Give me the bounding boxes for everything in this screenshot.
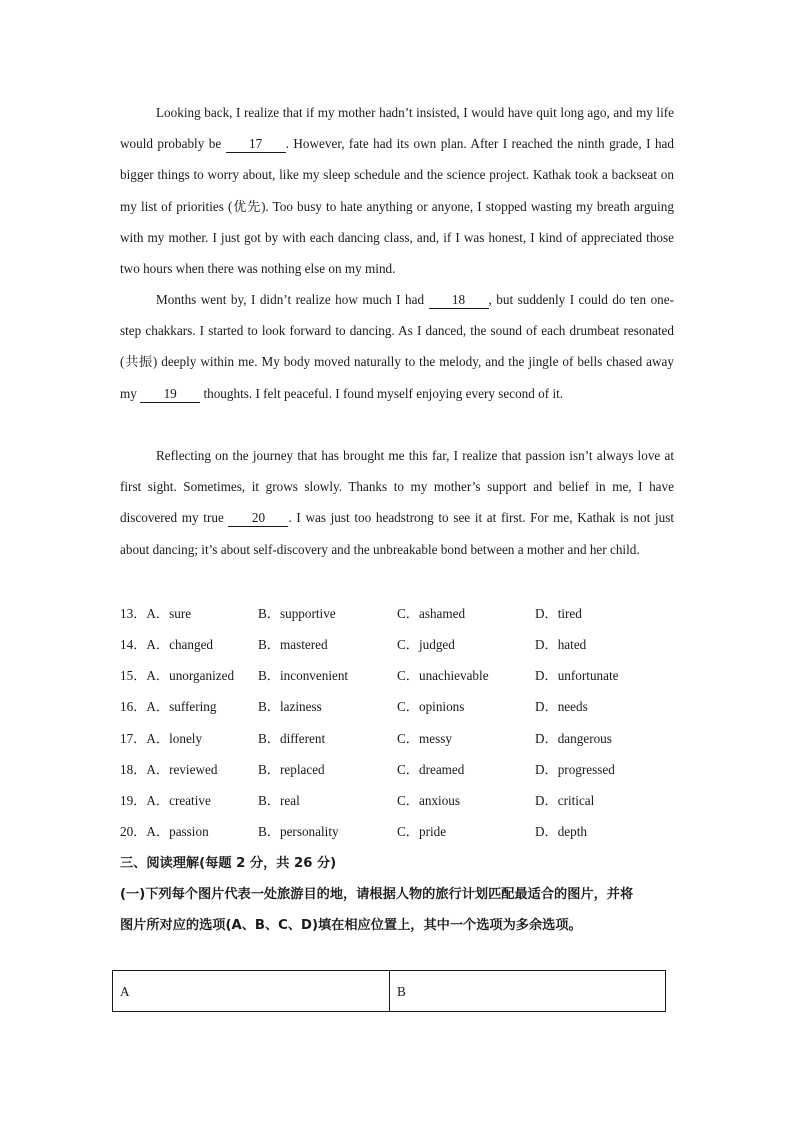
question-number: 16．A．	[120, 699, 170, 714]
option-d: D．depth	[535, 824, 588, 839]
question-number: 13．A．	[120, 606, 170, 621]
paragraph-2-text-middle: , but suddenly I could do ten one-step chakkars. I started to look forward to dancing. As I danced, the sound of each drumbeat resonated (共振) deeply within me. My body moved naturally to the melody, and the jingle of bells chased away my	[120, 292, 675, 401]
option-c: C．judged	[397, 637, 455, 652]
option-row-20	[120, 821, 680, 852]
option-b: B．mastered	[258, 637, 328, 652]
option-a-text: unorganized	[169, 668, 235, 683]
paragraph-1	[120, 97, 674, 284]
option-a-text: creative	[169, 793, 211, 808]
option-row-17	[120, 728, 680, 759]
question-number: 17．A．	[120, 731, 170, 746]
option-row-16	[120, 696, 680, 727]
option-b: B．real	[258, 793, 300, 808]
option-a-text: reviewed	[169, 762, 218, 777]
option-a	[120, 665, 234, 684]
option-d: D．hated	[535, 637, 587, 652]
option-b: B．different	[258, 731, 326, 746]
paragraph-3-text-end: . I was just too headstrong to see it at first. For me, Kathak is not just about dancing; it’s about self-discovery and the unbreakable bond between a mother and her child.	[120, 510, 674, 557]
picture-table	[112, 970, 666, 1012]
option-d: D．tired	[535, 606, 582, 621]
option-a	[120, 790, 211, 809]
question-number: 18．A．	[120, 762, 170, 777]
option-d: D．needs	[535, 699, 588, 714]
blank-18: 18	[429, 292, 489, 309]
option-a	[120, 759, 217, 778]
option-a-text: passion	[169, 824, 209, 839]
option-c: C．pride	[397, 824, 447, 839]
section-instruction-line-1: (一)下列每个图片代表一处旅游目的地，请根据人物的旅行计划匹配最适合的图片，并将	[120, 887, 634, 902]
option-c: C．unachievable	[397, 668, 489, 683]
table-cell-a: A	[120, 984, 130, 999]
option-row-18	[120, 759, 680, 790]
option-c: C．opinions	[397, 699, 465, 714]
option-a	[120, 821, 209, 840]
question-number: 14．A．	[120, 637, 170, 652]
section-heading: 三、阅读理解(每题 2 分，共 26 分)	[120, 856, 337, 871]
option-a	[120, 634, 213, 653]
option-row-19	[120, 790, 680, 821]
option-d: D．critical	[535, 793, 595, 808]
option-d: D．progressed	[535, 762, 615, 777]
paragraph-3	[120, 440, 674, 565]
option-c: C．messy	[397, 731, 452, 746]
question-number: 20．A．	[120, 824, 170, 839]
option-row-15	[120, 665, 680, 696]
question-number: 19．A．	[120, 793, 170, 808]
option-row-14	[120, 634, 680, 665]
option-a-text: suffering	[169, 699, 217, 714]
option-c: C．dreamed	[397, 762, 465, 777]
option-b: B．personality	[258, 824, 339, 839]
paragraph-1-text-end: . However, fate had its own plan. After I reached the ninth grade, I had bigger things to worry about, like my sleep schedule and the science project. Kathak took a backseat on my list of priorities (优先). Too busy to hate anything or anyone, I stopped wasting my breath arguing with my mother. I just got by with each dancing class, and, if I was honest, I kind of appreciated those two hours when there was nothing else on my mind.	[120, 136, 674, 277]
blank-20: 20	[228, 510, 288, 527]
option-a-text: changed	[169, 637, 214, 652]
option-d: D．unfortunate	[535, 668, 619, 683]
option-b: B．replaced	[258, 762, 325, 777]
option-b: B．inconvenient	[258, 668, 349, 683]
option-a	[120, 603, 191, 622]
option-a	[120, 728, 202, 747]
blank-17: 17	[226, 136, 286, 153]
option-d: D．dangerous	[535, 731, 612, 746]
option-b: B．supportive	[258, 606, 336, 621]
blank-19: 19	[140, 386, 200, 403]
option-a	[120, 696, 216, 715]
table-cell-b: B	[389, 971, 665, 1011]
option-b: B．laziness	[258, 699, 322, 714]
paragraph-2-text-end: thoughts. I felt peaceful. I found myself enjoying every second of it.	[200, 385, 564, 401]
paragraph-3-text-start: Reflecting on the journey that has brought me this far, I realize that passion isn’t always love at first sight. Sometimes, it grows slowly. Thanks to my mother’s support and belief in me, I have discovered my true	[120, 448, 674, 526]
question-number: 15．A．	[120, 668, 170, 683]
paragraph-2	[120, 284, 674, 409]
option-a-text: lonely	[169, 731, 203, 746]
section-instruction-line-2: 图片所对应的选项(A、B、C、D)填在相应位置上，其中一个选项为多余选项。	[120, 918, 582, 933]
paragraph-2-text-start: Months went by, I didn’t realize how much I had	[156, 292, 429, 307]
option-a-text: sure	[169, 606, 192, 621]
option-row-13	[120, 603, 680, 634]
option-c: C．ashamed	[397, 606, 466, 621]
paragraph-1-text-start: Looking back, I realize that if my mother hadn’t insisted, I would have quit long ago, and my life would probably be	[120, 105, 674, 152]
option-c: C．anxious	[397, 793, 461, 808]
